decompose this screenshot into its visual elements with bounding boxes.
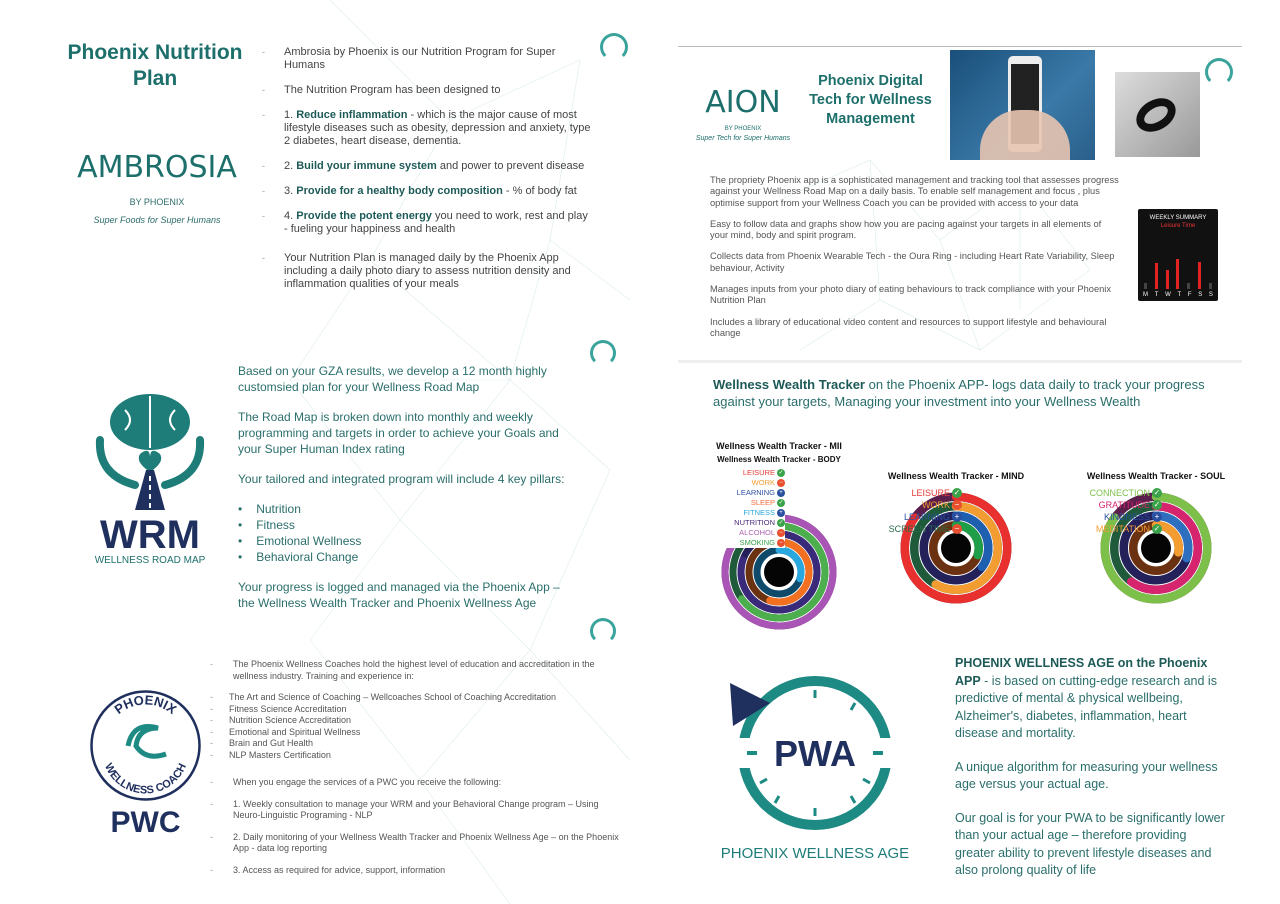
tracker-intro-rest: on the Phoenix APP- logs data daily to track your progress against your targets, Managing your investment into your Wellness Wealth [713, 377, 1205, 409]
logo-tagline: Super Foods for Super Humans [93, 215, 221, 225]
ring-label-text: MEDITATION [1095, 524, 1150, 534]
wrm-logo [80, 390, 220, 566]
training-item: - NLP Masters Certification [210, 750, 625, 762]
tracker-intro-bold: Wellness Wealth Tracker [713, 377, 865, 392]
ring-label [734, 508, 785, 518]
plus-icon: + [777, 489, 785, 497]
ring-label [1090, 523, 1163, 535]
wrm-paragraph: The Road Map is broken down into monthly and weekly programming and targets in order to achieve your Goals and your Super Human Index rating [238, 410, 559, 456]
tech-text [710, 175, 1120, 349]
training-list [210, 692, 625, 761]
logo-by: BY PHOENIX [129, 197, 185, 207]
nutrition-item-pre: 1. [284, 109, 297, 121]
ring-label [1090, 511, 1163, 523]
benefit-item: - 1. Weekly consultation to manage your WRM and your Behavioral Change program – Using Neuro-Linguistic Programing - NLP [210, 799, 625, 822]
ring-label-text: FITNESS [743, 508, 775, 517]
nutrition-item [262, 210, 592, 236]
tracker-intro [713, 376, 1213, 410]
card-title: WEEKLY SUMMARY [1149, 215, 1207, 221]
pwc-logo [88, 688, 203, 838]
ambrosia-logo [62, 150, 252, 225]
pwa-logo-text: PWA [773, 733, 857, 774]
tech-paragraph: The propriety Phoenix app is a sophisticated management and tracking tool that assesses progress against your Wellness Road Map on a daily basis. To enable self management and focus , plus optimise support from your Wellness Coach you can be provided with access to your data [710, 175, 1119, 208]
phoenix-bird-icon [1205, 58, 1233, 86]
ring-label [889, 487, 962, 499]
phoenix-core-icon [764, 557, 794, 587]
phoenix-core-icon [1141, 533, 1171, 563]
pillar-item: • Emotional Wellness [238, 533, 578, 549]
week-day: T [1177, 292, 1182, 298]
aion-logo [688, 85, 798, 142]
training-item: - Brain and Gut Health [210, 738, 625, 750]
hand-shape [980, 110, 1070, 160]
week-day: T [1154, 292, 1159, 298]
ring-label-text: WORK [922, 500, 950, 510]
training-item: - Nutrition Science Accreditation [210, 715, 625, 727]
ring-label-text: SCREEN TIME [888, 524, 950, 534]
brain-hands-icon [80, 390, 220, 510]
pillar-item: • Behavioral Change [238, 549, 578, 565]
ring-label-text: NUTRITION [734, 518, 775, 527]
wrm-paragraph: Based on your GZA results, we develop a 12 month highly customsied plan for your Wellness Road Map [238, 364, 547, 394]
ring-labels [889, 487, 962, 535]
wrm-text [238, 363, 578, 625]
week-day: W [1165, 292, 1171, 298]
plus-icon: + [952, 512, 962, 522]
ring-label-text: ALCOHOL [739, 528, 775, 537]
check-icon: ✓ [778, 470, 784, 476]
ring-label-text: SLEEP [750, 498, 775, 507]
nutrition-item-pre: Your Nutrition Plan is managed daily by the Phoenix App including a daily photo diary to assess nutrition density and inflammation qualities of your meals [284, 252, 571, 290]
ring-label-text: LEISURE [742, 468, 775, 477]
nutrition-item [262, 185, 592, 198]
ring-label-text: GRATITUDE [1098, 500, 1150, 510]
ring-icon [1130, 92, 1181, 139]
clock-icon [725, 668, 905, 838]
week-bars [1144, 257, 1212, 289]
ring-label-text: WORK [751, 478, 775, 487]
check-icon: ✓ [778, 500, 784, 506]
check-icon: ✓ [1153, 500, 1161, 509]
pwc-seal-icon [88, 688, 203, 803]
nutrition-item-post: and power to prevent disease [436, 160, 585, 172]
minus-icon: − [777, 479, 785, 487]
wrm-logo-text: WRM [100, 513, 200, 557]
week-bar [1176, 259, 1179, 289]
nutrition-item [262, 252, 592, 291]
nutrition-item-pre: 4. [284, 210, 297, 222]
phone-photo [950, 50, 1095, 160]
nutrition-item-post: - which is the major cause of most lifestyle diseases such as obesity, depression and anxiety, type 2 diabetes, heart disease, dementia. [284, 109, 591, 147]
pillar-item: • Nutrition [238, 501, 578, 517]
ring-label [734, 528, 785, 538]
wrm-logo-sub: WELLNESS ROAD MAP [94, 555, 206, 566]
ring-label-text: LEARNING [736, 488, 775, 497]
pwc-ring-bottom-text: WELLNESS COACH [101, 761, 189, 797]
nutrition-item-pre: 2. [284, 160, 297, 172]
nutrition-item-post: you need to work, rest and play - fueling your happiness and health [284, 210, 588, 235]
ring-label-text: LEISURE [911, 488, 950, 498]
pwc-intro: - The Phoenix Wellness Coaches hold the highest level of education and accreditation in the wellness industry. Training and experience in: [210, 659, 625, 682]
nutrition-item [262, 84, 592, 97]
pillars-list [238, 501, 578, 565]
ring-label [1090, 487, 1163, 499]
phoenix-core-icon [941, 533, 971, 563]
ring-label-text: SMOKING [739, 538, 775, 547]
logo-tagline: Super Tech for Super Humans [695, 135, 791, 142]
ring-label [734, 518, 785, 528]
nutrition-title [55, 40, 255, 92]
ring-label [734, 468, 785, 478]
nutrition-item-bold: Reduce inflammation [296, 109, 408, 121]
tracker-title: Wellness Wealth Tracker - MIND [887, 471, 1025, 481]
training-item: - Emotional and Spiritual Wellness [210, 727, 625, 739]
week-bar [1198, 262, 1201, 289]
nutrition-item-bold: Provide for a healthy body composition [296, 185, 503, 197]
ring-label [889, 523, 962, 535]
ring-label [734, 498, 785, 508]
check-icon: ✓ [1153, 524, 1161, 533]
ring-label [889, 499, 962, 511]
pwa-text [955, 655, 1225, 896]
pwc-engage: - When you engage the services of a PWC you receive the following: [210, 777, 625, 789]
pwa-paragraph [955, 655, 1225, 743]
week-day: F [1187, 292, 1192, 298]
card-subtitle: Leisure Time [1160, 223, 1196, 229]
phoenix-bird-icon [590, 618, 616, 644]
nutrition-item-bold: Provide the potent energy [296, 210, 432, 222]
pwc-text [210, 659, 625, 886]
oura-ring-photo [1115, 72, 1200, 157]
nutrition-item-pre: Ambrosia by Phoenix is our Nutrition Program for Super Humans [284, 46, 556, 71]
ring-labels [720, 468, 785, 548]
check-icon: ✓ [1153, 488, 1161, 497]
nutrition-list [262, 46, 592, 303]
ring-labels [1090, 487, 1163, 535]
benefit-item: - 2. Daily monitoring of your Wellness Wealth Tracker and Phoenix Wellness Age – on the Phoenix App - data log reporting [210, 832, 625, 855]
nutrition-item [262, 160, 592, 173]
tech-paragraph: Collects data from Phoenix Wearable Tech - the Oura Ring - including Heart Rate Variability, Sleep behaviour, Activity [710, 251, 1115, 273]
pwa-logo [700, 668, 930, 862]
logo-by: BY PHOENIX [724, 126, 762, 132]
minus-icon: − [777, 529, 785, 537]
ring-label [734, 488, 785, 498]
ring-label [734, 538, 785, 548]
tech-paragraph: Manages inputs from your photo diary of eating behaviours to track compliance with your Phoenix Nutrition Plan [710, 284, 1112, 306]
week-day: S [1198, 292, 1203, 298]
nutrition-item-post: - % of body fat [502, 185, 577, 197]
pwa-head-bold: PHOENIX WELLNESS AGE on the Phoenix APP [955, 656, 1208, 688]
title-line: Phoenix Nutrition [67, 41, 243, 64]
pillar-item: • Fitness [238, 517, 578, 533]
week-bar [1144, 283, 1147, 289]
check-icon: ✓ [778, 520, 784, 526]
ring-label [734, 478, 785, 488]
week-bar [1166, 270, 1169, 289]
training-item: - Fitness Science Accreditation [210, 704, 625, 716]
minus-icon: − [777, 539, 785, 547]
pwa-logo-caption: PHOENIX WELLNESS AGE [720, 845, 910, 862]
ring-label-text: KINDNESS [1103, 512, 1150, 522]
ring-label-text: LEARNING [903, 512, 950, 522]
week-bar [1209, 283, 1212, 289]
phoenix-bird-icon [590, 340, 616, 366]
wrm-paragraph: Your progress is logged and managed via the Phoenix App – the Wellness Wealth Tracker and Phoenix Wellness Age [238, 580, 560, 610]
nutrition-item-pre: The Nutrition Program has been designed to [284, 84, 501, 96]
week-bar [1155, 263, 1158, 289]
minus-icon: − [952, 500, 962, 510]
week-days [1143, 291, 1213, 299]
logo-name: AMBROSIA [77, 150, 237, 185]
nutrition-item [262, 109, 592, 148]
wrm-paragraph: Your tailored and integrated program will include 4 key pillars: [238, 472, 565, 486]
nutrition-item-bold: Build your immune system [296, 160, 437, 172]
weekly-summary-card [1138, 209, 1218, 301]
pwc-ring-top-text: PHOENIX [111, 692, 180, 717]
pwa-paragraph: A unique algorithm for measuring your wellness age versus your actual age. [955, 759, 1218, 791]
tracker-title: Wellness Wealth Tracker - SOUL [1086, 471, 1226, 481]
page-top-divider [678, 46, 1242, 47]
tech-paragraph: Easy to follow data and graphs show how you are pacing against your targets in all elements of your mind, body and spirit program. [710, 218, 1102, 241]
nutrition-item [262, 46, 592, 72]
week-bar [1187, 283, 1190, 289]
week-day: S [1208, 292, 1213, 298]
pwc-logo-text: PWC [110, 806, 181, 839]
plus-icon: + [777, 509, 785, 517]
section-divider [678, 360, 1242, 363]
ring-label [889, 511, 962, 523]
tracker-overlay-title: Wellness Wealth Tracker - BODY [717, 455, 841, 464]
benefit-item: - 3. Access as required for advice, support, information [210, 865, 625, 877]
tracker-title: Wellness Wealth Tracker - MII [716, 441, 842, 451]
training-item: - The Art and Science of Coaching – Wellcoaches School of Coaching Accreditation [210, 692, 625, 704]
tech-title: Phoenix Digital Tech for Wellness Management [809, 73, 932, 127]
tech-paragraph: Includes a library of educational video content and resources to support lifestyle and behavioural change [710, 316, 1107, 338]
pwa-paragraph: Our goal is for your PWA to be significantly lower than your actual age – therefore providing greater ability to prevent lifestyle diseases and also prolong quality of life [955, 810, 1225, 877]
phoenix-bird-icon [600, 33, 628, 61]
plus-icon: + [1152, 512, 1162, 522]
minus-icon: − [952, 524, 962, 534]
logo-name: AION [705, 85, 781, 120]
ring-label-text: CONNECTION [1089, 488, 1150, 498]
pwa-head-rest: - is based on cutting-edge research and is predictive of mental & physical wellbeing, Alzheimer's, diabetes, inflammation, heart disease and mortality. [955, 673, 1217, 740]
week-day: M [1143, 292, 1148, 298]
ring-label [1090, 499, 1163, 511]
title-line: Plan [132, 67, 178, 90]
check-icon: ✓ [953, 488, 961, 497]
nutrition-item-pre: 3. [284, 185, 297, 197]
